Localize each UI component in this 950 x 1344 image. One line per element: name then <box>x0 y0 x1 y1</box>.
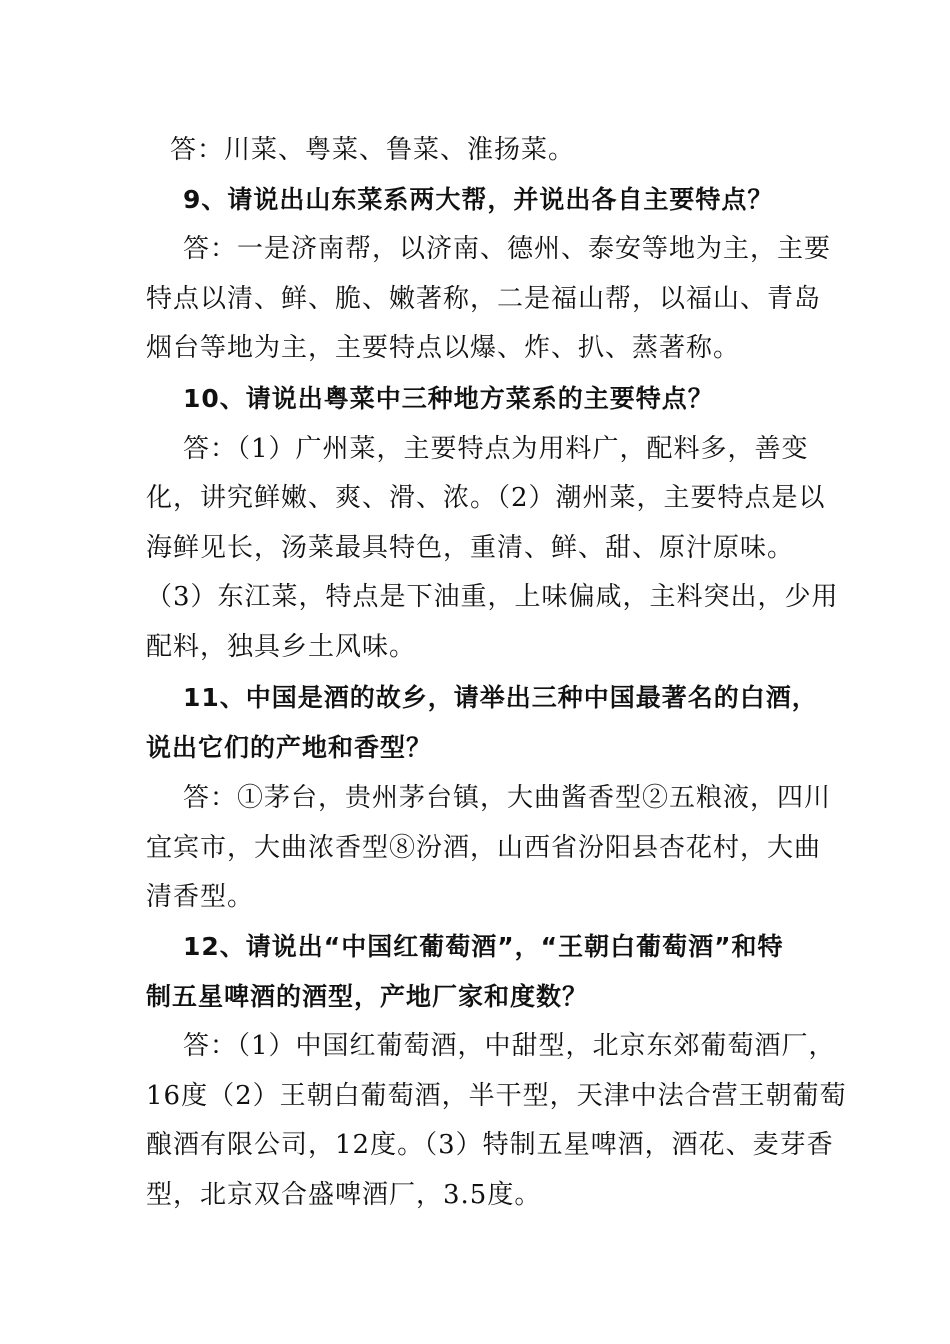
answer-12-line-4: 型，北京双合盛啤酒厂，3.5度。 <box>146 1180 542 1210</box>
answer-8-line-1: 答：川菜、粤菜、鲁菜、淮扬菜。 <box>170 135 576 165</box>
answer-12-line-2: 16度（2）王朝白葡萄酒，半干型，天津中法合营王朝葡萄 <box>146 1081 847 1111</box>
answer-9-line-3: 烟台等地为主，主要特点以爆、炸、扒、蒸著称。 <box>146 333 741 363</box>
answer-10-line-4: （3）东江菜，特点是下油重，上味偏咸，主料突出，少用 <box>146 582 839 612</box>
answer-10-line-1: 答：（1）广州菜，主要特点为用料广，配料多，善变 <box>183 434 809 464</box>
answer-12-line-1: 答：（1）中国红葡萄酒，中甜型，北京东郊葡萄酒厂， <box>183 1031 836 1061</box>
question-12-line-2: 制五星啤酒的酒型，产地厂家和度数？ <box>146 982 589 1011</box>
answer-10-line-5: 配料，独具乡土风味。 <box>146 632 417 662</box>
answer-11-line-3: 清香型。 <box>146 882 255 912</box>
answer-11-line-1: 答：①茅台，贵州茅台镇，大曲酱香型②五粮液，四川 <box>183 783 832 813</box>
question-11-line-1: 11、中国是酒的故乡，请举出三种中国最著名的白酒， <box>183 683 818 712</box>
question-10: 10、请说出粤菜中三种地方菜系的主要特点？ <box>183 384 714 413</box>
question-11-line-2: 说出它们的产地和香型？ <box>146 733 433 762</box>
answer-10-line-3: 海鲜见长，汤菜最具特色，重清、鲜、甜、原汁原味。 <box>146 533 795 563</box>
question-9: 9、请说出山东菜系两大帮，并说出各自主要特点？ <box>183 185 774 214</box>
question-12-line-1: 12、请说出“中国红葡萄酒”，“王朝白葡萄酒”和特 <box>183 932 784 961</box>
answer-12-line-3: 酿酒有限公司，12度。（3）特制五星啤酒，酒花、麦芽香 <box>146 1130 834 1160</box>
answer-11-line-2: 宜宾市，大曲浓香型⑧汾酒，山西省汾阳县杏花村，大曲 <box>146 833 822 863</box>
answer-10-line-2: 化，讲究鲜嫩、爽、滑、浓。（2）潮州菜，主要特点是以 <box>146 483 826 513</box>
answer-9-line-1: 答：一是济南帮，以济南、德州、泰安等地为主，主要 <box>183 234 832 264</box>
answer-9-line-2: 特点以清、鲜、脆、嫩著称，二是福山帮，以福山、青岛 <box>146 284 822 314</box>
